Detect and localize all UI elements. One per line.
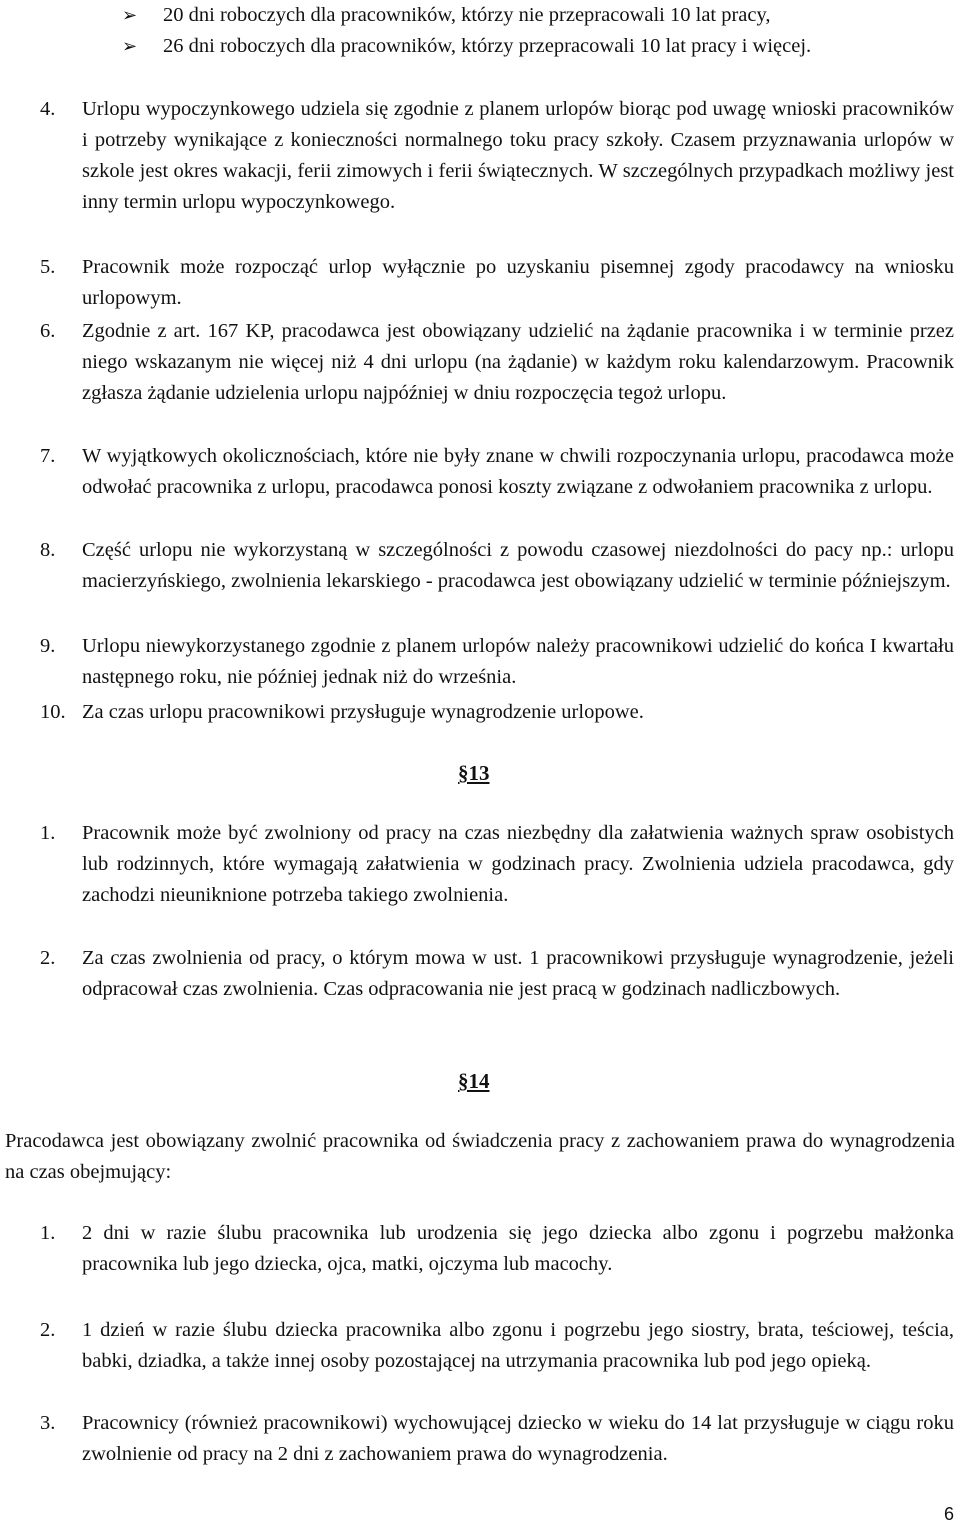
list-number: 10. — [40, 701, 66, 723]
section-intro: Pracodawca jest obowiązany zwolnić pracownika od świadczenia pracy z zachowaniem prawa do wynagrodzenia na czas obejmujący: — [5, 1130, 955, 1183]
list-number: 6. — [40, 320, 56, 342]
list-number: 7. — [40, 445, 56, 467]
list-item: Za czas urlopu pracownikowi przysługuje wynagrodzenie urlopowe. — [82, 701, 644, 723]
list-item: Pracownik może rozpocząć urlop wyłącznie po uzyskaniu pisemnej zgody pracodawcy na wniosku urlopowym. — [82, 256, 954, 309]
arrow-bullet-icon: ➢ — [122, 5, 138, 26]
list-item: Zgodnie z art. 167 KP, pracodawca jest obowiązany udzielić na żądanie pracownika i w terminie przez niego wskazanym nie więcej niż 4 dni urlopu (na żądanie) w każdym roku kalendarzowym. Pracownik zgłasza żądanie udzielenia urlopu najpóźniej w dniu rozpoczęcia tegoż urlopu. — [82, 320, 954, 404]
bullet-item: 26 dni roboczych dla pracowników, którzy przepracowali 10 lat pracy i więcej. — [163, 35, 812, 57]
list-number: 2. — [40, 1319, 56, 1341]
list-item: Urlopu wypoczynkowego udziela się zgodnie z planem urlopów biorąc pod uwagę wnioski pracowników i potrzeby wynikające z konieczności normalnego toku pracy szkoły. Czasem przyznawania urlopów w szkole jest okres wakacji, ferii zimowych i ferii świątecznych. W szczególnych przypadkach możliwy jest inny termin urlopu wypoczynkowego. — [82, 98, 954, 213]
section-heading: §14 — [458, 1069, 490, 1093]
list-number: 4. — [40, 98, 56, 120]
section-heading: §13 — [458, 761, 490, 785]
arrow-bullet-icon: ➢ — [122, 36, 138, 57]
bullet-item: 20 dni roboczych dla pracowników, którzy nie przepracowali 10 lat pracy, — [163, 4, 771, 26]
list-item: W wyjątkowych okolicznościach, które nie były znane w chwili rozpoczynania urlopu, pracodawca może odwołać pracownika z urlopu, pracodawca ponosi koszty związane z odwołaniem pracownika z urlopu. — [82, 445, 954, 498]
list-item: Za czas zwolnienia od pracy, o którym mowa w ust. 1 pracownikowi przysługuje wynagrodzenie, jeżeli odpracował czas zwolnienia. Czas odpracowania nie jest pracą w godzinach nadliczbowych. — [82, 947, 954, 1000]
list-item: Urlopu niewykorzystanego zgodnie z planem urlopów należy pracownikowi udzielić do końca I kwartału następnego roku, nie później jednak niż do września. — [82, 635, 954, 688]
list-number: 8. — [40, 539, 56, 561]
list-number: 2. — [40, 947, 56, 969]
list-item: 2 dni w razie ślubu pracownika lub urodzenia się jego dziecka albo zgonu i pogrzebu małżonka pracownika lub jego dziecka, ojca, matki, ojczyma lub macochy. — [82, 1222, 954, 1275]
list-number: 1. — [40, 822, 56, 844]
list-number: 3. — [40, 1412, 56, 1434]
list-item: 1 dzień w razie ślubu dziecka pracownika albo zgonu i pogrzebu jego siostry, brata, teściowej, teścia, babki, dziadka, a także innej osoby pozostającej na utrzymania pracownika lub pod jego opieką. — [82, 1319, 954, 1372]
list-number: 9. — [40, 635, 56, 657]
list-item: Część urlopu nie wykorzystaną w szczególności z powodu czasowej niezdolności do pacy np.: urlopu macierzyńskiego, zwolnienia lekarskiego - pracodawca jest obowiązany udzielić w terminie późniejszym. — [82, 539, 954, 592]
list-item: Pracownicy (również pracownikowi) wychowującej dziecko w wieku do 14 lat przysługuje w ciągu roku zwolnienie od pracy na 2 dni z zachowaniem prawa do wynagrodzenia. — [82, 1412, 954, 1465]
list-number: 5. — [40, 256, 56, 278]
list-item: Pracownik może być zwolniony od pracy na czas niezbędny dla załatwienia ważnych spraw osobistych lub rodzinnych, które wymagają załatwienia w godzinach pracy. Zwolnienia udziela pracodawca, gdy zachodzi nieuniknione potrzeba takiego zwolnienia. — [82, 822, 954, 906]
list-number: 1. — [40, 1222, 56, 1244]
page-number: 6 — [943, 1504, 954, 1524]
